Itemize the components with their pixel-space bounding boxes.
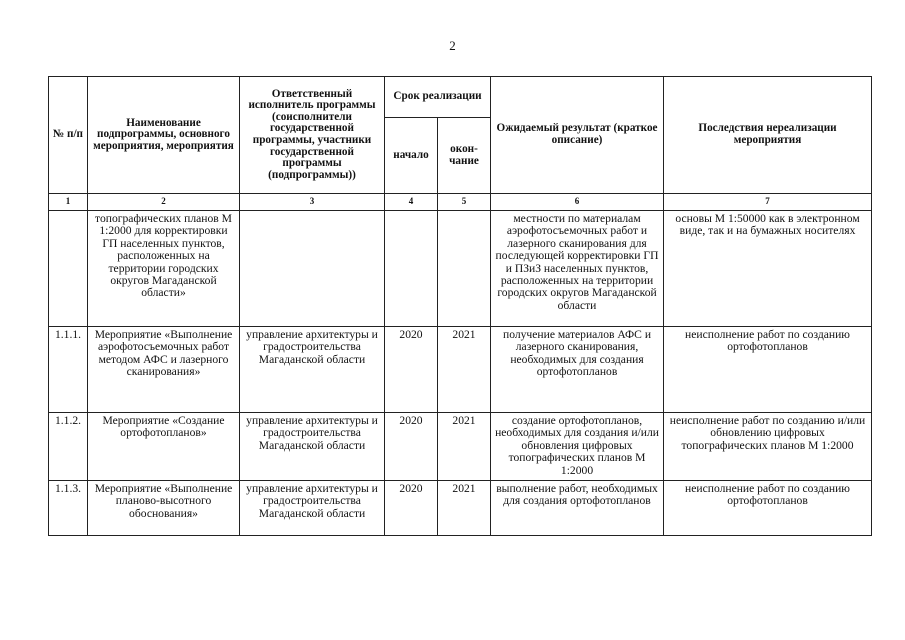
cell-end: 2021	[438, 327, 491, 413]
column-index: 5	[438, 194, 491, 211]
cell-consequences: неисполнение работ по созданию ортофотопланов	[664, 327, 872, 413]
cell-consequences: неисполнение работ по созданию ортофотопланов	[664, 481, 872, 536]
cell-num	[49, 211, 88, 327]
cell-consequences: основы М 1:50000 как в электронном виде, так и на бумажных носителях	[664, 211, 872, 327]
cell-start	[385, 211, 438, 327]
header-start: начало	[385, 118, 438, 194]
column-index: 2	[88, 194, 240, 211]
cell-end: 2021	[438, 413, 491, 481]
header-row	[49, 77, 872, 118]
cell-num: 1.1.1.	[49, 327, 88, 413]
table-row	[49, 481, 872, 536]
cell-name: Мероприятие «Выполнение аэрофотосъемочных работ методом АФС и лазерного сканирования»	[88, 327, 240, 413]
header-end: окон-чание	[438, 118, 491, 194]
table-row	[49, 413, 872, 481]
cell-result: создание ортофотопланов, необходимых для создания и/или обновления цифровых топографических планов М 1:2000	[491, 413, 664, 481]
header-term: Срок реализации	[385, 77, 491, 118]
header-executor: Ответственный исполнитель программы (соисполнители государственной программы, участники государственной программы (подпрограммы))	[240, 77, 385, 194]
table-row-continuation	[49, 211, 872, 327]
page-number: 2	[449, 38, 456, 53]
cell-executor	[240, 211, 385, 327]
cell-end	[438, 211, 491, 327]
cell-name: топографических планов М 1:2000 для корректировки ГП населенных пунктов, расположенных на территории городских округов Магаданской области»	[88, 211, 240, 327]
column-index: 4	[385, 194, 438, 211]
cell-start: 2020	[385, 327, 438, 413]
cell-num: 1.1.2.	[49, 413, 88, 481]
cell-result: получение материалов АФС и лазерного сканирования, необходимых для создания ортофотопланов	[491, 327, 664, 413]
column-index: 1	[49, 194, 88, 211]
header-result: Ожидаемый результат (краткое описание)	[491, 77, 664, 194]
cell-consequences: неисполнение работ по созданию и/или обновлению цифровых топографических планов М 1:2000	[664, 413, 872, 481]
column-index: 7	[664, 194, 872, 211]
cell-name: Мероприятие «Выполнение планово-высотного обоснования»	[88, 481, 240, 536]
cell-executor: управление архитектуры и градостроительства Магаданской области	[240, 481, 385, 536]
cell-result: местности по материалам аэрофотосъемочных работ и лазерного сканирования для последующей корректировки ГП и ПЗиЗ населенных пунктов, расположенных на территории городских округов Магаданской области	[491, 211, 664, 327]
header-consequences: Последствия нереализации мероприятия	[664, 77, 872, 194]
cell-start: 2020	[385, 413, 438, 481]
cell-start: 2020	[385, 481, 438, 536]
column-index: 6	[491, 194, 664, 211]
cell-num: 1.1.3.	[49, 481, 88, 536]
header-name: Наименование подпрограммы, основного мероприятия, мероприятия	[88, 77, 240, 194]
program-table	[48, 76, 872, 536]
cell-executor: управление архитектуры и градостроительства Магаданской области	[240, 327, 385, 413]
cell-executor: управление архитектуры и градостроительства Магаданской области	[240, 413, 385, 481]
cell-end: 2021	[438, 481, 491, 536]
table-row	[49, 327, 872, 413]
column-index: 3	[240, 194, 385, 211]
cell-name: Мероприятие «Создание ортофотопланов»	[88, 413, 240, 481]
header-num: № п/п	[49, 77, 88, 194]
cell-result: выполнение работ, необходимых для создания ортофотопланов	[491, 481, 664, 536]
column-index-row	[49, 194, 872, 211]
